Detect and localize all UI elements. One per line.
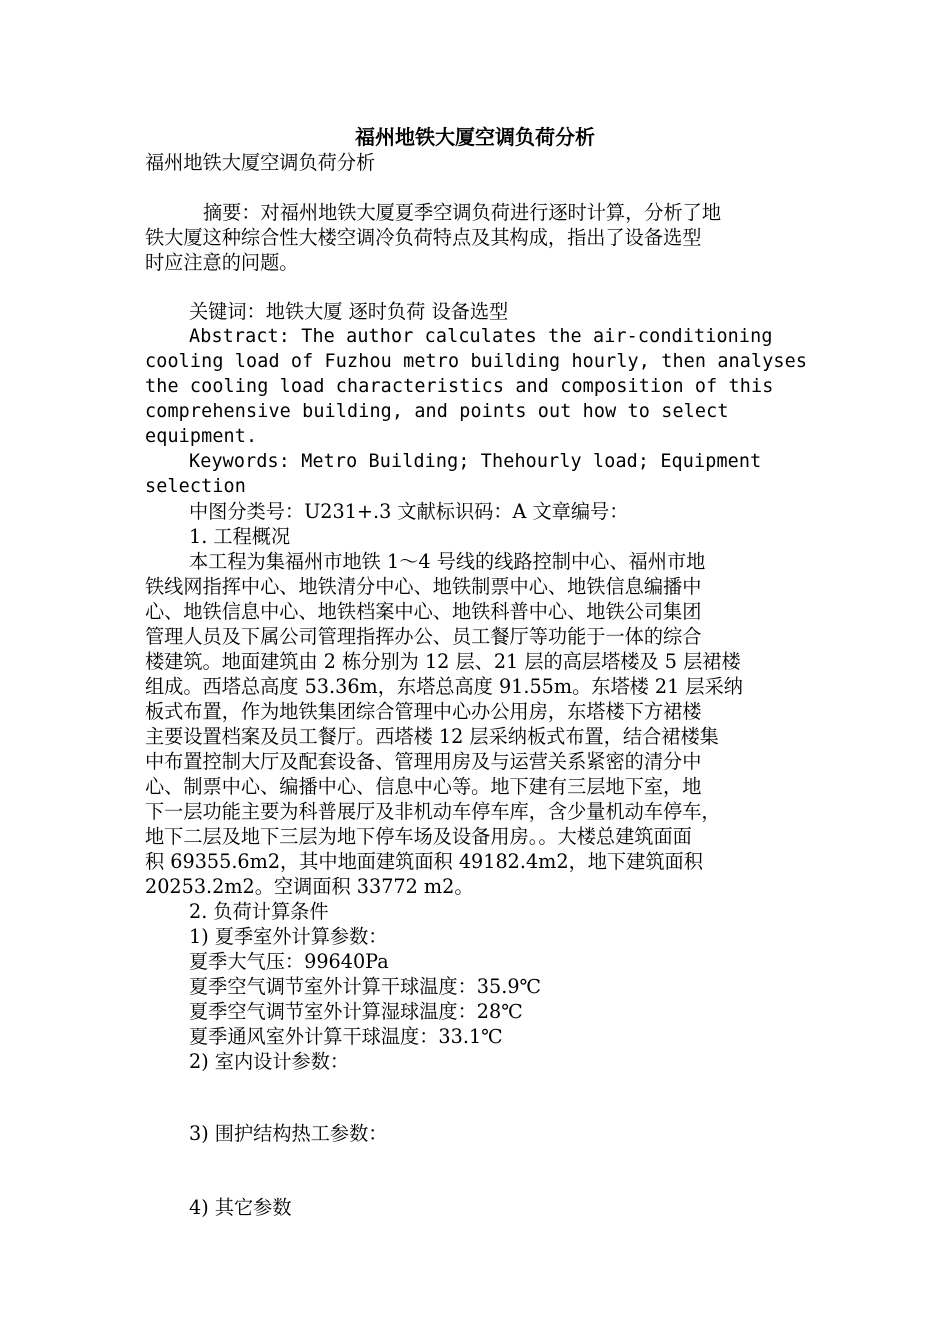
section-1 [145, 499, 807, 1074]
section-1-line: 下一层功能主要为科普展厅及非机动车停车库，含少量机动车停车， [145, 800, 721, 823]
abstract-line: 时应注意的问题。 [145, 251, 299, 274]
keywords-en-line: selection [145, 476, 246, 497]
param-line: 夏季空气调节室外计算干球温度：35.9℃ [189, 975, 541, 998]
section-1-line: 20253.2m2。空调面积 33772 m2。 [145, 875, 474, 898]
sub-4 [145, 1195, 807, 1220]
abstract-cn [145, 200, 807, 275]
sub-2-heading: 2) 室内设计参数： [189, 1050, 350, 1073]
sub-1-heading: 1) 夏季室外计算参数： [189, 925, 388, 948]
keywords-cn-text: 关键词：地铁大厦 逐时负荷 设备选型 [189, 300, 509, 323]
sub-3-heading: 3) 围护结构热工参数： [189, 1122, 388, 1145]
section-1-line: 中布置控制大厅及配套设备、管理用房及与运营关系紧密的清分中 [145, 750, 702, 773]
document-subtitle [145, 150, 807, 175]
section-2-heading: 2. 负荷计算条件 [189, 900, 329, 923]
section-1-line: 管理人员及下属公司管理指挥办公、员工餐厅等功能于一体的综合 [145, 625, 702, 648]
keywords-en-line: Keywords: Metro Building; Thehourly load; Equipment [189, 451, 762, 472]
section-1-line: 地下二层及地下三层为地下停车场及设备用房。。大楼总建筑面面 [145, 825, 692, 848]
abstract-en-line: Abstract: The author calculates the air-conditioning [189, 326, 773, 347]
section-1-line: 铁线网指挥中心、地铁清分中心、地铁制票中心、地铁信息编播中 [145, 575, 702, 598]
abstract-line: 摘要：对福州地铁大厦夏季空调负荷进行逐时计算，分析了地 [203, 201, 722, 224]
abstract-en-line: comprehensive building, and points out how to select [145, 401, 729, 422]
section-1-line: 组成。西塔总高度 53.36m，东塔总高度 91.55m。东塔楼 21 层采纳 [145, 675, 743, 698]
section-1-line: 心、制票中心、编播中心、信息中心等。地下建有三层地下室，地 [145, 775, 702, 798]
sub-4-heading: 4) 其它参数 [189, 1196, 292, 1219]
abstract-en-line: equipment. [145, 426, 258, 447]
section-1-line: 楼建筑。地面建筑由 2 栋分别为 12 层、21 层的高层塔楼及 5 层裙楼 [145, 650, 741, 673]
classification-line: 中图分类号：U231+.3 文献标识码：A 文章编号： [189, 500, 629, 523]
abstract-en-line: the cooling load characteristics and composition of this [145, 376, 774, 397]
param-line: 夏季大气压：99640Pa [189, 950, 389, 973]
section-1-line: 积 69355.6m2，其中地面建筑面积 49182.4m2，地下建筑面积 [145, 850, 703, 873]
keywords-cn [145, 299, 807, 324]
subtitle-text: 福州地铁大厦空调负荷分析 [145, 151, 376, 174]
abstract-en-line: cooling load of Fuzhou metro building hourly, then analyses [145, 351, 808, 372]
section-1-line: 主要设置档案及员工餐厅。西塔楼 12 层采纳板式布置，结合裙楼集 [145, 725, 719, 748]
param-line: 夏季空气调节室外计算湿球温度：28℃ [189, 1000, 523, 1023]
abstract-en [145, 324, 807, 499]
section-1-line: 本工程为集福州市地铁 1～4 号线的线路控制中心、福州市地 [189, 550, 706, 573]
document-title: 福州地铁大厦空调负荷分析 [355, 125, 595, 149]
section-1-line: 心、地铁信息中心、地铁档案中心、地铁科普中心、地铁公司集团 [145, 600, 702, 623]
param-line: 夏季通风室外计算干球温度：33.1℃ [189, 1025, 503, 1048]
abstract-line: 铁大厦这种综合性大楼空调冷负荷特点及其构成，指出了设备选型 [145, 226, 702, 249]
sub-3 [145, 1121, 807, 1146]
section-1-heading: 1. 工程概况 [189, 525, 291, 548]
section-1-line: 板式布置，作为地铁集团综合管理中心办公用房，东塔楼下方裙楼 [145, 700, 702, 723]
